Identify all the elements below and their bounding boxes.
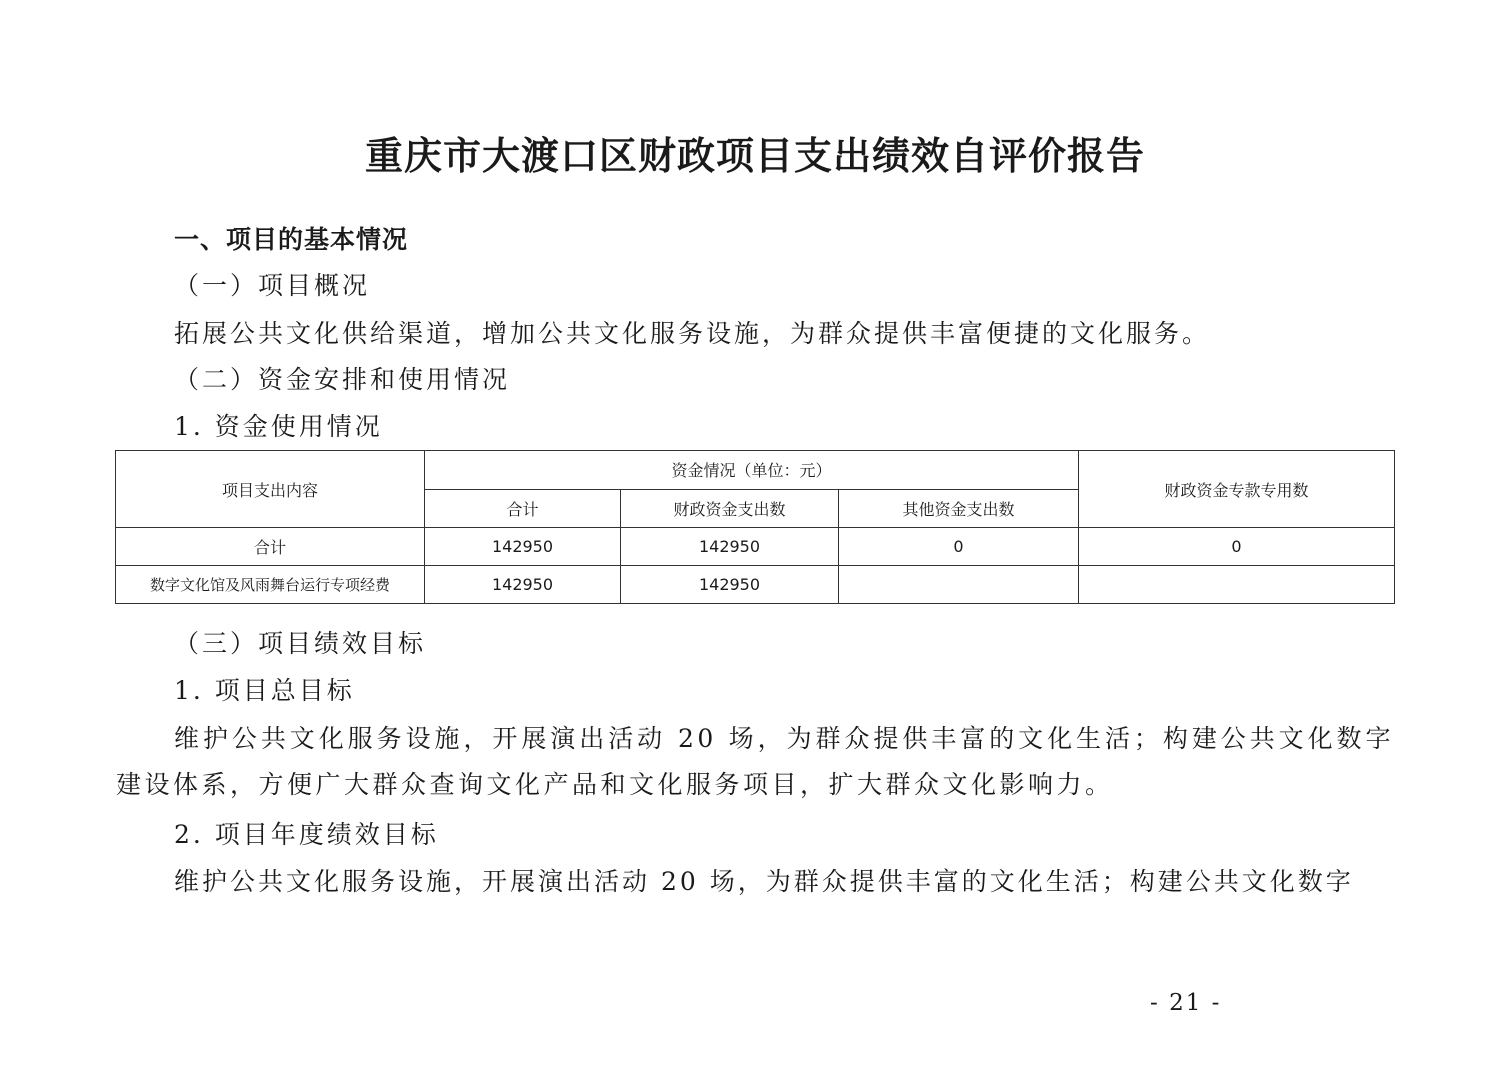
subsection-heading-goals: （三）项目绩效目标 <box>174 629 427 658</box>
cell-fiscal: 142950 <box>621 528 839 566</box>
table-row <box>116 566 1395 604</box>
cell-other <box>839 566 1079 604</box>
cell-content: 合计 <box>116 528 425 566</box>
page-number: - 21 - <box>1150 990 1222 1016</box>
overview-paragraph: 拓展公共文化供给渠道，增加公共文化服务设施，为群众提供丰富便捷的文化服务。 <box>174 319 1211 348</box>
annual-goal-paragraph: 维护公共文化服务设施，开展演出活动 20 场，为群众提供丰富的文化生活；构建公共文化数字 <box>174 867 1354 896</box>
table-header-row <box>116 451 1395 490</box>
overall-goal-paragraph: 维护公共文化服务设施，开展演出活动 20 场，为群众提供丰富的文化生活；构建公共文化数字建设体系，方便广大群众查询文化产品和文化服务项目，扩大群众文化影响力。 <box>116 724 1394 799</box>
item-heading-overall-goal: 1. 项目总目标 <box>174 676 355 705</box>
subsection-heading-funds: （二）资金安排和使用情况 <box>174 365 511 394</box>
header-funds: 资金情况（单位：元） <box>425 451 1079 490</box>
header-special: 财政资金专款专用数 <box>1079 451 1395 528</box>
header-fiscal: 财政资金支出数 <box>621 489 839 528</box>
header-content: 项目支出内容 <box>116 451 425 528</box>
cell-content: 数字文化馆及风雨舞台运行专项经费 <box>116 566 425 604</box>
section-heading-basic-info: 一、项目的基本情况 <box>174 225 409 254</box>
cell-fiscal: 142950 <box>621 566 839 604</box>
item-heading-annual-goal: 2. 项目年度绩效目标 <box>174 820 439 849</box>
cell-special <box>1079 566 1395 604</box>
cell-total: 142950 <box>425 528 621 566</box>
item-heading-fund-usage: 1. 资金使用情况 <box>174 412 383 441</box>
header-other: 其他资金支出数 <box>839 489 1079 528</box>
page-title: 重庆市大渡口区财政项目支出绩效自评价报告 <box>364 133 1145 178</box>
table-row <box>116 528 1395 566</box>
fund-usage-table <box>115 450 1395 604</box>
cell-total: 142950 <box>425 566 621 604</box>
header-total: 合计 <box>425 489 621 528</box>
subsection-heading-overview: （一）项目概况 <box>174 271 371 300</box>
cell-special: 0 <box>1079 528 1395 566</box>
cell-other: 0 <box>839 528 1079 566</box>
